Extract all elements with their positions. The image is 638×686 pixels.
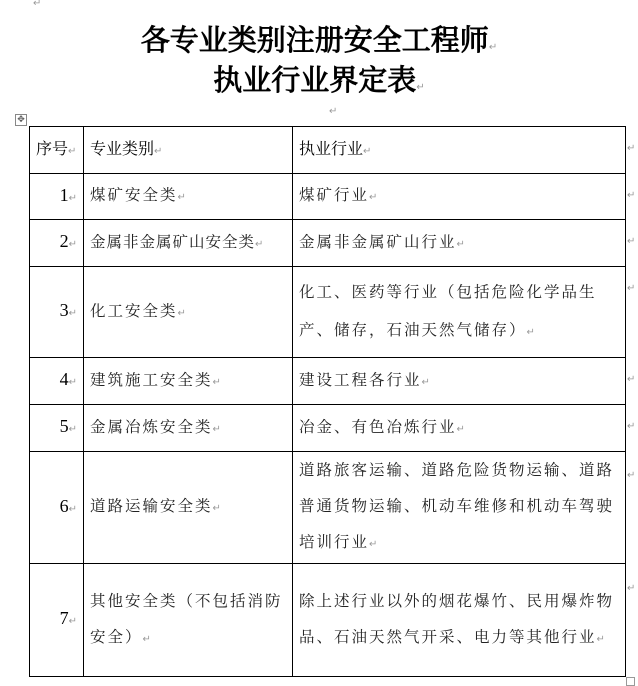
row-end-mark: ↵ xyxy=(627,374,636,385)
row-number-cell[interactable]: 6↵ xyxy=(30,452,84,564)
category-cell[interactable]: 其他安全类（不包括消防安全）↵ xyxy=(84,564,293,677)
row-end-mark: ↵ xyxy=(627,143,636,154)
row-end-mark: ↵ xyxy=(627,470,636,481)
table-row xyxy=(30,564,626,677)
table-move-handle-icon[interactable]: ✥ xyxy=(15,114,27,126)
row-number-cell[interactable]: 3↵ xyxy=(30,267,84,358)
row-end-mark: ↵ xyxy=(627,283,636,294)
header-cell[interactable]: 执业行业↵ xyxy=(293,127,626,174)
category-cell[interactable]: 道路运输安全类↵ xyxy=(84,452,293,564)
paragraph-mark: ↵ xyxy=(329,106,338,117)
table-resize-handle[interactable] xyxy=(626,677,635,686)
paragraph-mark: ↵ xyxy=(488,42,498,53)
table-row xyxy=(30,452,626,564)
industry-cell[interactable]: 建设工程各行业↵ xyxy=(293,358,626,405)
table-row xyxy=(30,405,626,452)
table-row xyxy=(30,220,626,267)
paragraph-mark: ↵ xyxy=(416,82,425,93)
category-cell[interactable]: 金属冶炼安全类↵ xyxy=(84,405,293,452)
industry-cell[interactable]: 道路旅客运输、道路危险货物运输、道路普通货物运输、机动车维修和机动车驾驶培训行业↵ xyxy=(293,452,626,564)
category-cell[interactable]: 化工安全类↵ xyxy=(84,267,293,358)
header-cell[interactable]: 序号↵ xyxy=(30,127,84,174)
category-cell[interactable]: 建筑施工安全类↵ xyxy=(84,358,293,405)
table-row xyxy=(30,267,626,358)
industry-cell[interactable]: 除上述行业以外的烟花爆竹、民用爆炸物品、石油天然气开采、电力等其他行业↵ xyxy=(293,564,626,677)
table-row xyxy=(30,358,626,405)
row-end-mark: ↵ xyxy=(627,190,636,201)
paragraph-mark: ↵ xyxy=(33,0,42,9)
row-end-mark: ↵ xyxy=(627,236,636,247)
industry-cell[interactable]: 煤矿行业↵ xyxy=(293,174,626,220)
header-cell[interactable]: 专业类别↵ xyxy=(84,127,293,174)
table-header-row xyxy=(30,127,626,174)
document-title-line-2: 执业行业界定表↵ xyxy=(213,63,425,97)
row-number-cell[interactable]: 7↵ xyxy=(30,564,84,677)
row-number-cell[interactable]: 5↵ xyxy=(30,405,84,452)
row-end-mark: ↵ xyxy=(627,421,636,432)
row-number-cell[interactable]: 2↵ xyxy=(30,220,84,267)
industry-definition-table xyxy=(29,126,626,677)
table-row xyxy=(30,174,626,220)
industry-cell[interactable]: 金属非金属矿山行业↵ xyxy=(293,220,626,267)
category-cell[interactable]: 煤矿安全类↵ xyxy=(84,174,293,220)
document-title-line-1: 各专业类别注册安全工程师↵ xyxy=(140,23,498,57)
row-number-cell[interactable]: 4↵ xyxy=(30,358,84,405)
industry-cell[interactable]: 冶金、有色冶炼行业↵ xyxy=(293,405,626,452)
row-number-cell[interactable]: 1↵ xyxy=(30,174,84,220)
industry-cell[interactable]: 化工、医药等行业（包括危险化学品生产、储存，石油天然气储存）↵ xyxy=(293,267,626,358)
row-end-mark: ↵ xyxy=(627,583,636,594)
category-cell[interactable]: 金属非金属矿山安全类↵ xyxy=(84,220,293,267)
